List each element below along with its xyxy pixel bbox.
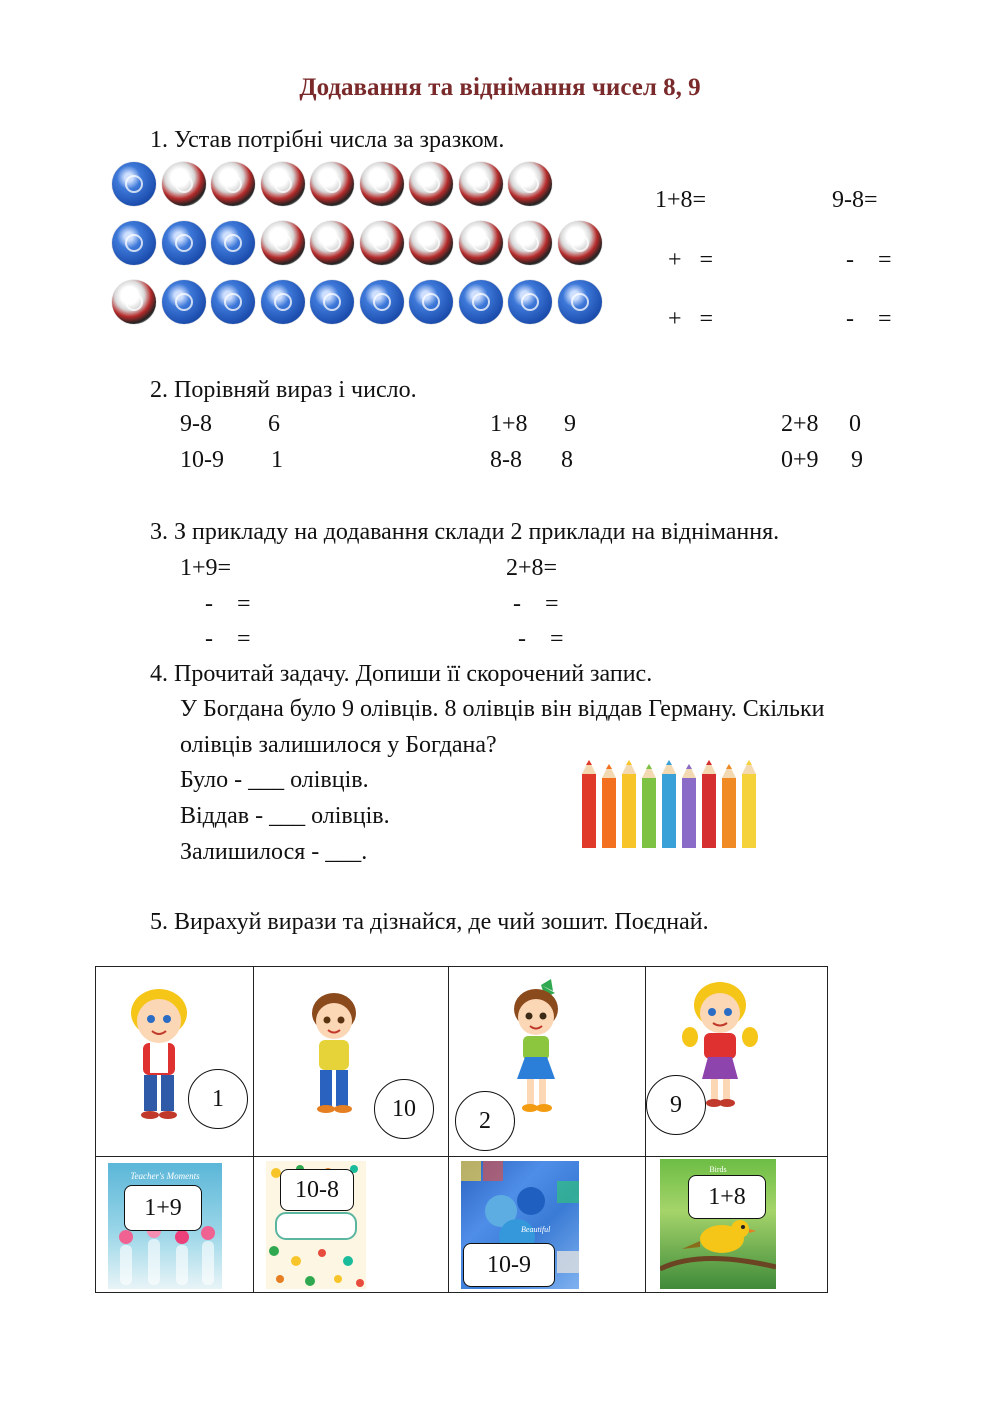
red-ball: [360, 162, 404, 206]
pencil-lead: [626, 760, 632, 765]
pencil-body: [682, 778, 696, 848]
blue-ball: [558, 280, 602, 324]
child-number-circle: 9: [646, 1075, 706, 1135]
task1-add-blank-2[interactable]: + =: [668, 306, 714, 332]
pencil-body: [622, 774, 636, 848]
red-ball: [310, 221, 354, 265]
blue-ball: [310, 280, 354, 324]
blue-ball: [211, 221, 255, 265]
pencil-lead: [606, 764, 612, 769]
red-ball: [459, 162, 503, 206]
red-ball: [459, 221, 503, 265]
task3-right-example: 2+8=: [506, 555, 558, 581]
compare-expr: 10-9: [180, 447, 224, 473]
task1-sub-blank-2[interactable]: - =: [846, 306, 892, 332]
page-title: Додавання та віднімання чисел 8, 9: [299, 74, 701, 101]
notebook-cell: [646, 1157, 828, 1293]
pencil-lead: [586, 760, 592, 765]
pencil-lead: [686, 764, 692, 769]
pencil-lead: [646, 764, 652, 769]
notebook-cell: [449, 1157, 646, 1293]
child-cell: [449, 967, 646, 1157]
child-number-circle: 10: [374, 1079, 434, 1139]
red-ball: [261, 221, 305, 265]
pencil-body: [582, 774, 596, 848]
task3-blank[interactable]: - =: [513, 591, 559, 617]
bird-picture: [660, 1209, 776, 1289]
task4-left[interactable]: Залишилося - ___.: [180, 839, 368, 865]
child-cell: [254, 967, 449, 1157]
task3-blank[interactable]: - =: [518, 626, 564, 652]
compare-num: 6: [268, 411, 280, 437]
pencil-body: [742, 774, 756, 848]
compare-expr: 2+8: [781, 411, 819, 437]
blue-ball: [112, 221, 156, 265]
compare-expr: 0+9: [781, 447, 819, 473]
compare-num: 8: [561, 447, 573, 473]
blue-ball: [409, 280, 453, 324]
child-number-circle: 2: [455, 1091, 515, 1151]
cover-title: Beautiful: [521, 1225, 551, 1234]
red-ball: [162, 162, 206, 206]
compare-num: 9: [851, 447, 863, 473]
task4-problem-line2: олівців залишилося у Богдана?: [180, 732, 497, 758]
flower-vases: [108, 1223, 222, 1289]
compare-num: 9: [564, 411, 576, 437]
pencil-body: [722, 778, 736, 848]
child-cell: [646, 967, 828, 1157]
compare-num: 1: [271, 447, 283, 473]
pencil-body: [662, 774, 676, 848]
blue-ball: [162, 280, 206, 324]
compare-expr: 8-8: [490, 447, 522, 473]
task1-add-example: 1+8=: [655, 187, 707, 213]
task4-problem-line1: У Богдана було 9 олівців. 8 олівців він віддав Герману. Скільки: [180, 696, 825, 722]
red-ball: [211, 162, 255, 206]
red-ball: [508, 221, 552, 265]
cover-title: Birds: [709, 1165, 727, 1174]
task4-heading: 4. Прочитай задачу. Допиши її скорочений запис.: [150, 661, 653, 687]
notebook-cell: [254, 1157, 449, 1293]
pencil-lead: [746, 760, 752, 765]
task3-left-example: 1+9=: [180, 555, 232, 581]
blue-ball: [162, 221, 206, 265]
boy-character: [302, 987, 366, 1115]
red-ball: [360, 221, 404, 265]
pencil-body: [602, 778, 616, 848]
task1-add-blank-1[interactable]: + =: [668, 247, 714, 273]
red-ball: [508, 162, 552, 206]
child-cell: [96, 967, 254, 1157]
red-ball: [409, 221, 453, 265]
pencil-lead: [706, 760, 712, 765]
blue-ball: [211, 280, 255, 324]
compare-num: 0: [849, 411, 861, 437]
notebook-label: 10-8: [280, 1169, 354, 1211]
notebook-label: 10-9: [463, 1243, 555, 1287]
pencil-body: [642, 778, 656, 848]
pencils-illustration: [578, 750, 762, 848]
blue-ball: [459, 280, 503, 324]
task3-blank[interactable]: - =: [205, 591, 251, 617]
blue-ball: [508, 280, 552, 324]
pencil-body: [702, 774, 716, 848]
task4-was[interactable]: Було - ___ олівців.: [180, 767, 369, 793]
pencil-lead: [726, 764, 732, 769]
task2-heading: 2. Порівняй вираз і число.: [150, 377, 417, 403]
cover-title: Teacher's Moments: [130, 1171, 200, 1181]
task5-heading: 5. Вирахуй вирази та дізнайся, де чий зошит. Поєднай.: [150, 909, 709, 935]
task1-sub-blank-1[interactable]: - =: [846, 247, 892, 273]
boy-character: [124, 981, 194, 1121]
red-ball: [558, 221, 602, 265]
task3-blank[interactable]: - =: [205, 626, 251, 652]
task3-heading: 3. З прикладу на додавання склади 2 приклади на віднімання.: [150, 519, 780, 545]
task1-heading: 1. Устав потрібні числа за зразком.: [150, 127, 505, 153]
blue-ball: [261, 280, 305, 324]
notebook-label: 1+8: [688, 1175, 766, 1219]
task4-gave[interactable]: Віддав - ___ олівців.: [180, 803, 390, 829]
blue-ball: [112, 162, 156, 206]
girl-character: [503, 979, 569, 1117]
red-ball: [261, 162, 305, 206]
matching-table: [95, 966, 828, 1293]
task1-sub-example: 9-8=: [832, 187, 878, 213]
blue-ball: [360, 280, 404, 324]
notebook-label: 1+9: [124, 1185, 202, 1231]
child-number-circle: 1: [188, 1069, 248, 1129]
notebook-cell: [96, 1157, 254, 1293]
compare-expr: 9-8: [180, 411, 212, 437]
red-ball: [310, 162, 354, 206]
red-ball: [409, 162, 453, 206]
compare-expr: 1+8: [490, 411, 528, 437]
pencil-lead: [666, 760, 672, 765]
red-ball: [112, 280, 156, 324]
